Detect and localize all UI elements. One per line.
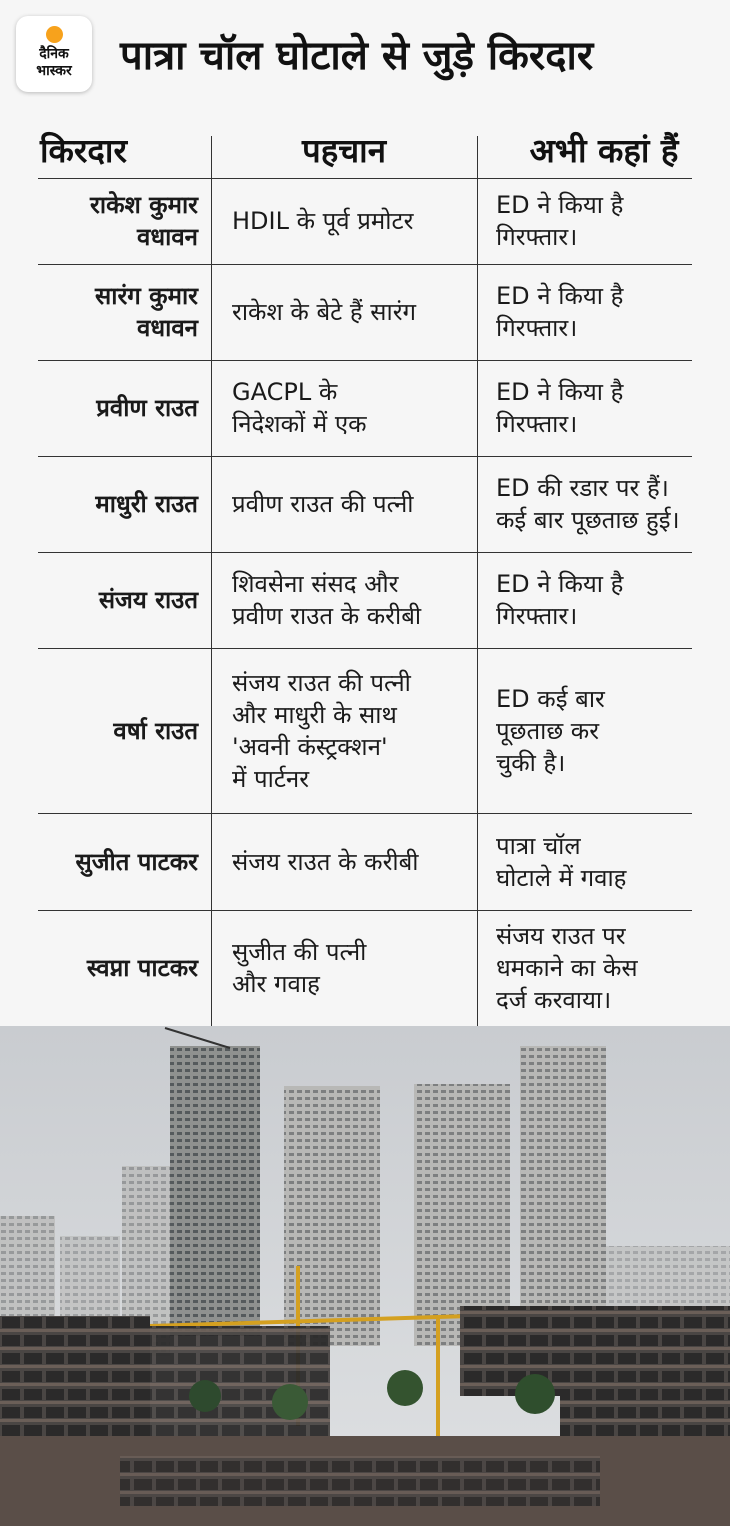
character-identity: HDIL के पूर्व प्रमोटर [232, 207, 414, 235]
character-status: ED ने किया है गिरफ्तार। [496, 282, 624, 342]
character-identity: शिवसेना संसद और प्रवीण राउत के करीबी [232, 570, 422, 630]
character-status: ED कई बार पूछताछ कर चुकी है। [496, 684, 605, 777]
character-identity: सुजीत की पत्नी और गवाह [232, 938, 367, 998]
character-status: ED की रडार पर हैं। कई बार पूछताछ हुई। [496, 474, 680, 534]
character-name: राकेश कुमार वधावन [90, 191, 198, 251]
table-row [0, 178, 730, 264]
character-name: सारंग कुमार वधावन [95, 282, 198, 342]
character-identity: संजय राउत की पत्नी और माधुरी के साथ 'अवनी कंस्ट्रक्शन' में पार्टनर [232, 668, 411, 793]
character-status: संजय राउत पर धमकाने का केस दर्ज करवाया। [496, 922, 638, 1014]
header [0, 0, 730, 110]
header-character: किरदार [40, 131, 127, 170]
character-identity: राकेश के बेटे हैं सारंग [232, 298, 417, 326]
page-title: पात्रा चॉल घोटाले से जुड़े किरदार [120, 33, 594, 79]
character-name: संजय राउत [98, 586, 198, 614]
logo-text-line2: भास्कर [36, 63, 72, 79]
characters-table [0, 128, 730, 1026]
character-identity: प्रवीण राउत की पत्नी [232, 490, 414, 518]
table-row [0, 456, 730, 552]
sun-icon [46, 26, 63, 43]
header-identity: पहचान [301, 131, 387, 170]
table-row [0, 552, 730, 648]
character-identity: संजय राउत के करीबी [232, 847, 419, 876]
character-name: प्रवीण राउत [96, 394, 198, 422]
table-row [0, 648, 730, 813]
character-status: पात्रा चॉल घोटाले में गवाह [496, 831, 627, 892]
table-row [0, 813, 730, 910]
character-name: माधुरी राउत [95, 490, 198, 518]
character-status: ED ने किया है गिरफ्तार। [496, 191, 624, 251]
character-name: वर्षा राउत [113, 716, 198, 745]
character-name: स्वप्ना पाटकर [86, 954, 198, 982]
buildings-image [0, 1026, 730, 1526]
character-name: सुजीत पाटकर [75, 847, 198, 876]
character-status: ED ने किया है गिरफ्तार। [496, 378, 624, 438]
construction-site-photo [0, 1026, 730, 1526]
table-row [0, 264, 730, 360]
table-row [0, 360, 730, 456]
logo-text-line1: दैनिक [39, 46, 69, 62]
header-current-status: अभी कहां हैं [529, 131, 679, 170]
table-row [0, 910, 730, 1026]
dainik-bhaskar-logo[interactable] [16, 16, 92, 92]
character-status: ED ने किया है गिरफ्तार। [496, 570, 624, 630]
character-identity: GACPL के निदेशकों में एक [232, 378, 367, 438]
